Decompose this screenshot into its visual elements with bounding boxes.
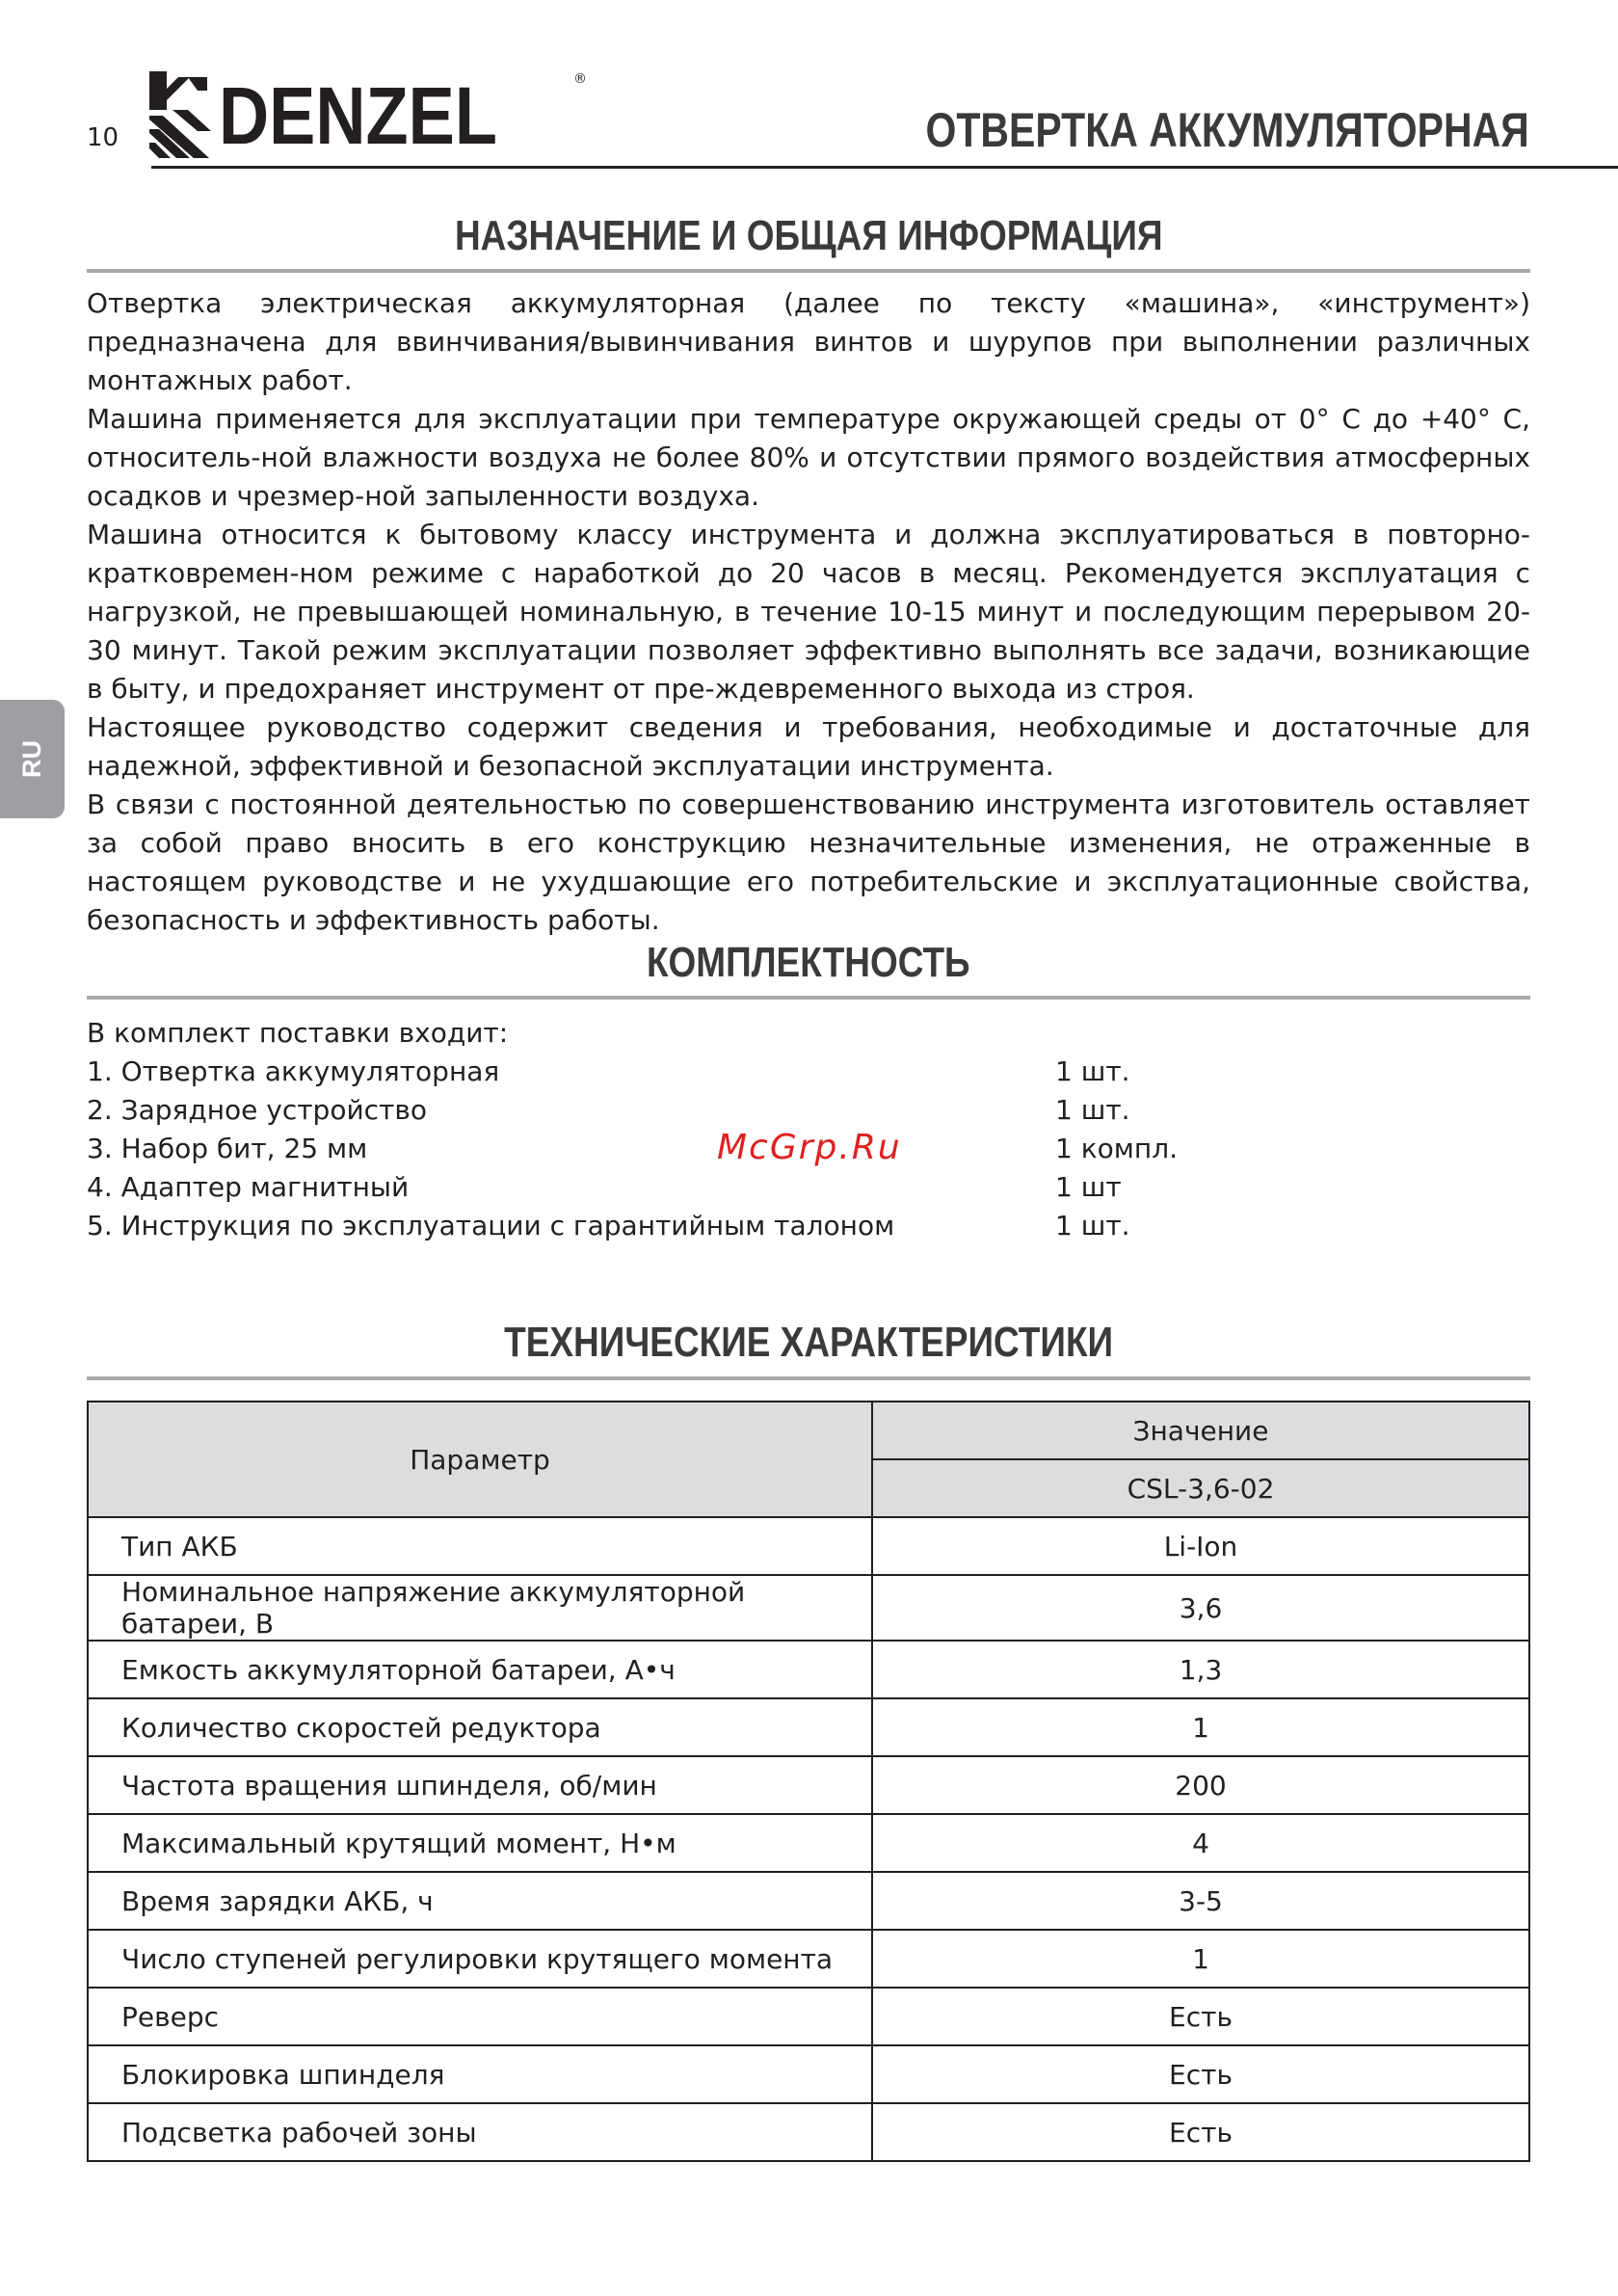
specs-heading-rule (87, 1376, 1530, 1380)
table-row (88, 1988, 1529, 2045)
value-cell: 1,3 (872, 1641, 1529, 1698)
param-cell: Число ступеней регулировки крутящего момента (88, 1930, 872, 1988)
table-row (88, 1698, 1529, 1756)
value-cell: 200 (872, 1756, 1529, 1814)
paragraph: Отвертка электрическая аккумуляторная (далее по тексту «машина», «инструмент») предназначена для ввинчивания/вывинчивания винтов и шурупов при выполнении различных монтажных работ. (87, 287, 1530, 396)
specs-heading: ТЕХНИЧЕСКИЕ ХАРАКТЕРИСТИКИ (504, 1319, 1113, 1366)
table-row (88, 1756, 1529, 1814)
table-row (88, 1517, 1529, 1575)
kit-item-name: 1. Отвертка аккумуляторная (87, 1055, 500, 1087)
param-cell: Частота вращения шпинделя, об/мин (88, 1756, 872, 1814)
registered-mark: ® (573, 71, 587, 87)
list-item (87, 1207, 1530, 1245)
document-title: ОТВЕРТКА АККУМУЛЯТОРНАЯ (925, 103, 1529, 157)
kit-item-qty: 1 шт. (1055, 1055, 1130, 1087)
kit-item-name: 5. Инструкция по эксплуатации с гарантийным талоном (87, 1210, 895, 1241)
table-header-row (88, 1402, 1529, 1459)
kit-intro: В комплект поставки входит: (87, 1017, 509, 1049)
purpose-heading-rule (87, 269, 1530, 273)
value-cell: 4 (872, 1814, 1529, 1872)
param-cell: Количество скоростей редуктора (88, 1698, 872, 1756)
purpose-heading: НАЗНАЧЕНИЕ И ОБЩАЯ ИНФОРМАЦИЯ (454, 212, 1163, 259)
param-cell: Максимальный крутящий момент, Н•м (88, 1814, 872, 1872)
kit-item-name: 4. Адаптер магнитный (87, 1171, 410, 1203)
param-cell: Номинальное напряжение аккумуляторной батареи, В (88, 1575, 872, 1641)
kit-item-name: 2. Зарядное устройство (87, 1094, 427, 1126)
list-item (87, 1053, 1530, 1091)
kit-item-qty: 1 шт. (1055, 1210, 1130, 1241)
value-cell: Есть (872, 1988, 1529, 2045)
param-cell: Время зарядки АКБ, ч (88, 1872, 872, 1930)
value-cell: 1 (872, 1698, 1529, 1756)
logo-wordmark: DENZEL (219, 70, 497, 161)
table-row (88, 1872, 1529, 1930)
paragraph: В связи с постоянной деятельностью по совершенствованию инструмента изготовитель оставляет за собой право вносить в его конструкцию незначительные изменения, не отраженные в настоящем руководстве и не ухудшающие его потребительские и эксплуатационные свойства, безопасность и эффективность работы. (87, 788, 1530, 936)
kit-item-qty: 1 шт. (1055, 1094, 1130, 1126)
value-cell: Есть (872, 2045, 1529, 2103)
kit-heading: КОМПЛЕКТНОСТЬ (647, 939, 970, 986)
table-row (88, 1930, 1529, 1988)
header-divider (151, 166, 1618, 169)
specs-table (87, 1401, 1530, 2162)
denzel-emblem-icon (149, 71, 213, 160)
denzel-logo (149, 70, 587, 161)
kit-heading-rule (87, 996, 1530, 1000)
list-item (87, 1168, 1530, 1207)
value-cell: 1 (872, 1930, 1529, 1988)
param-cell: Блокировка шпинделя (88, 2045, 872, 2103)
kit-item-qty: 1 компл. (1055, 1133, 1178, 1164)
table-row (88, 1814, 1529, 1872)
purpose-text (87, 284, 1530, 940)
value-cell: 3,6 (872, 1575, 1529, 1641)
param-cell: Реверс (88, 1988, 872, 2045)
list-item (87, 1091, 1530, 1130)
value-cell: Есть (872, 2103, 1529, 2161)
param-cell: Тип АКБ (88, 1517, 872, 1575)
value-cell: 3-5 (872, 1872, 1529, 1930)
value-cell: Li-Ion (872, 1517, 1529, 1575)
param-cell: Подсветка рабочей зоны (88, 2103, 872, 2161)
model-header: CSL-3,6-02 (872, 1459, 1529, 1517)
param-header: Параметр (88, 1402, 872, 1517)
paragraph: Настоящее руководство содержит сведения и требования, необходимые и достаточные для надежной, эффективной и безопасной эксплуатации инструмента. (87, 711, 1530, 782)
paragraph: Машина относится к бытовому классу инструмента и должна эксплуатироваться в повторно-кратковремен-ном режиме с наработкой до 20 часов в месяц. Рекомендуется эксплуатация с нагрузкой, не превышающей номинальную, в течение 10-15 минут и последующим перерывом 20-30 минут. Такой режим эксплуатации позволяет эффективно выполнять все задачи, возникающие в быту, и предохраняет инструмент от пре-ждевременного выхода из строя. (87, 519, 1530, 705)
param-cell: Емкость аккумуляторной батареи, А•ч (88, 1641, 872, 1698)
table-row (88, 2045, 1529, 2103)
kit-item-qty: 1 шт (1055, 1171, 1122, 1203)
value-header: Значение (872, 1402, 1529, 1459)
table-row (88, 1641, 1529, 1698)
kit-item-name: 3. Набор бит, 25 мм (87, 1133, 368, 1164)
language-tab (0, 700, 65, 818)
table-row (88, 1575, 1529, 1641)
page-number: 10 (87, 123, 119, 152)
watermark: McGrp.Ru (717, 1128, 902, 1167)
paragraph: Машина применяется для эксплуатации при температуре окружающей среды от 0° С до +40° С, относитель-ной влажности воздуха не более 80% и отсутствии прямого воздействия атмосферных осадков и чрезмер-ной запыленности воздуха. (87, 403, 1530, 512)
table-row (88, 2103, 1529, 2161)
language-tab-label: RU (17, 740, 46, 778)
